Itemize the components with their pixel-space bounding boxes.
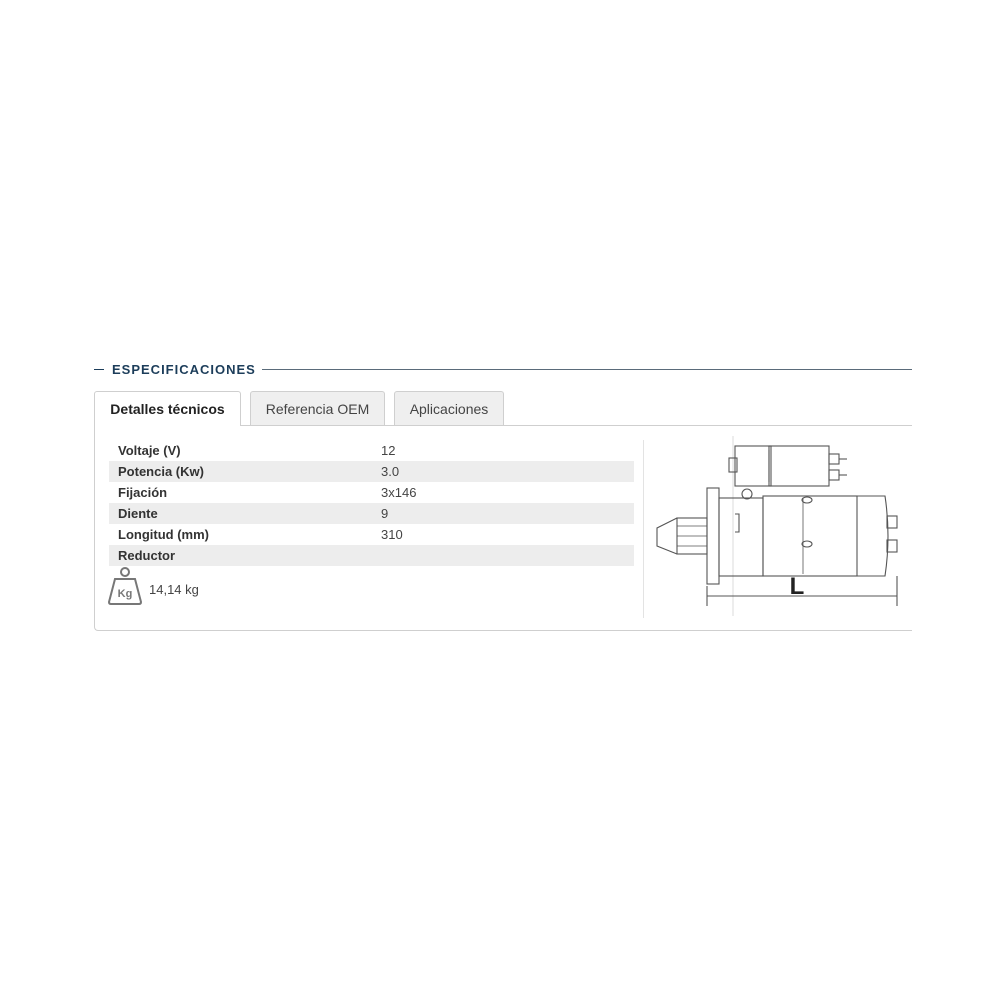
end-terminal xyxy=(887,540,897,552)
weight-kg-icon xyxy=(107,566,143,606)
section-header xyxy=(94,360,912,380)
panel-divider xyxy=(643,440,644,618)
starter-motor-drawing xyxy=(647,436,913,626)
spec-label: Reductor xyxy=(109,545,372,566)
table-row xyxy=(109,524,634,545)
header-rule xyxy=(262,369,912,370)
motor-yoke xyxy=(763,496,857,576)
yoke-screw xyxy=(802,497,812,503)
spec-value: 9 xyxy=(372,503,634,524)
spec-label: Fijación xyxy=(118,485,168,500)
spec-value: 3.0 xyxy=(372,461,634,482)
spec-value xyxy=(372,545,634,566)
spec-label: Voltaje (V) xyxy=(118,443,181,458)
solenoid-body xyxy=(769,446,829,486)
spec-value: 3x146 xyxy=(381,485,417,500)
solenoid-housing xyxy=(735,446,771,486)
weight-info xyxy=(107,566,199,606)
tab-referencia-oem[interactable]: Referencia OEM xyxy=(250,391,385,425)
end-terminal xyxy=(887,516,897,528)
section-title: ESPECIFICACIONES xyxy=(112,362,256,377)
table-row xyxy=(109,503,634,524)
pinion-tip xyxy=(657,518,677,554)
spec-label: Diente xyxy=(109,503,372,524)
drive-housing xyxy=(719,498,763,576)
mounting-flange xyxy=(707,488,719,584)
spec-label: Potencia (Kw) xyxy=(109,461,372,482)
clip-mark xyxy=(735,514,739,532)
yoke-screw xyxy=(802,541,812,547)
header-dash xyxy=(94,369,104,370)
weight-icon-label: Kg xyxy=(117,588,133,600)
table-row xyxy=(109,482,634,503)
spec-value: 310 xyxy=(381,527,403,542)
terminal-top xyxy=(829,454,839,464)
spec-value: 12 xyxy=(381,443,396,458)
spec-label: Longitud (mm) xyxy=(118,527,209,542)
table-row xyxy=(109,545,634,566)
table-row xyxy=(109,440,634,461)
dimension-label: L xyxy=(789,573,805,600)
terminal-bottom xyxy=(829,470,839,480)
weight-value: 14,14 kg xyxy=(149,581,199,597)
spec-table xyxy=(109,440,634,566)
tab-detalles-tecnicos[interactable]: Detalles técnicos xyxy=(94,391,241,426)
end-cap xyxy=(857,496,888,576)
tab-panel xyxy=(94,425,912,631)
table-row xyxy=(109,461,634,482)
tab-aplicaciones[interactable]: Aplicaciones xyxy=(394,391,504,425)
